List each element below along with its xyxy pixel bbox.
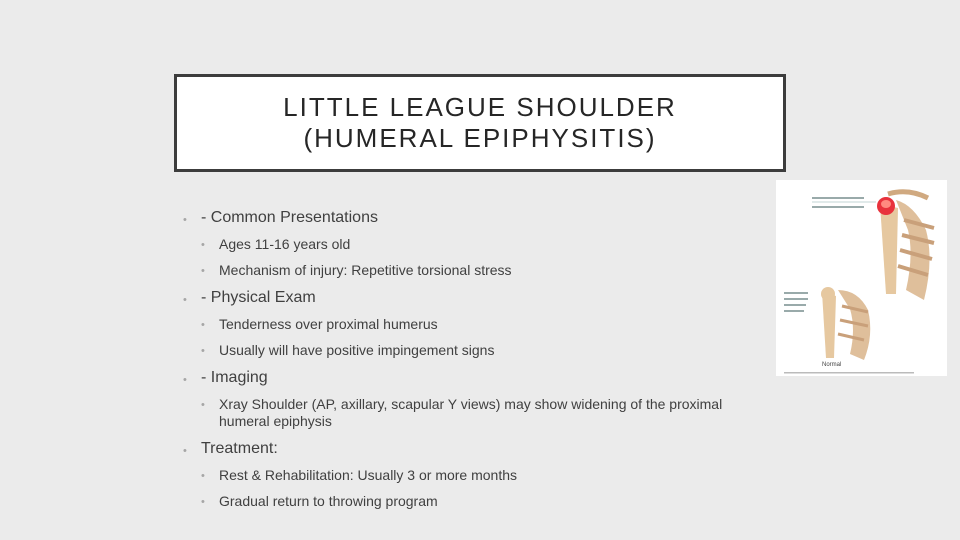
bullet-dot-icon: • [201, 319, 205, 331]
sub-bullet-item [201, 236, 783, 253]
bullet-item [183, 208, 783, 228]
bullet-item [183, 439, 783, 459]
bullet-text: - Imaging [201, 369, 268, 386]
sub-bullet-item [201, 316, 783, 333]
slide-title-box [174, 74, 786, 172]
bullet-text: - Common Presentations [201, 209, 378, 226]
bullet-dot-icon: • [201, 265, 205, 277]
figure-caption: Normal [822, 362, 842, 368]
sub-bullet-text: Tenderness over proximal humerus [219, 316, 438, 332]
sub-bullet-text: Gradual return to throwing program [219, 493, 438, 509]
sub-bullet-text: Xray Shoulder (AP, axillary, scapular Y views) may show widening of the proximal humeral epiphysis [219, 396, 723, 429]
shoulder-top-panel [812, 192, 934, 300]
bullet-dot-icon: • [201, 345, 205, 357]
bullet-list [183, 208, 783, 519]
bullet-item [183, 368, 783, 388]
slide-title-line-1: LITTLE LEAGUE SHOULDER [283, 92, 677, 122]
sub-bullet-text: Ages 11-16 years old [219, 236, 351, 252]
sub-bullet-item [201, 396, 764, 430]
bullet-text: - Physical Exam [201, 289, 316, 306]
sub-bullet-item [201, 493, 783, 510]
sub-bullet-item [201, 342, 783, 359]
bullet-dot-icon: • [201, 399, 205, 411]
sub-bullet-item [201, 467, 783, 484]
bullet-dot-icon: • [201, 496, 205, 508]
bullet-dot-icon: • [183, 374, 187, 386]
bullet-dot-icon: • [183, 214, 187, 226]
bullet-dot-icon: • [201, 470, 205, 482]
shoulder-anatomy-icon [776, 180, 947, 376]
shoulder-bottom-panel [784, 287, 914, 374]
bullet-dot-icon: • [183, 445, 187, 457]
sub-bullet-text: Rest & Rehabilitation: Usually 3 or more months [219, 467, 518, 483]
sub-bullet-item [201, 262, 783, 279]
bullet-text: Treatment: [201, 440, 278, 457]
shoulder-anatomy-illustration [776, 180, 947, 376]
sub-bullet-text: Mechanism of injury: Repetitive torsional stress [219, 262, 512, 278]
sub-bullet-text: Usually will have positive impingement signs [219, 342, 495, 358]
bullet-item [183, 288, 783, 308]
bullet-dot-icon: • [183, 294, 187, 306]
bullet-dot-icon: • [201, 239, 205, 251]
slide-title-line-2: (HUMERAL EPIPHYSITIS) [303, 123, 657, 153]
